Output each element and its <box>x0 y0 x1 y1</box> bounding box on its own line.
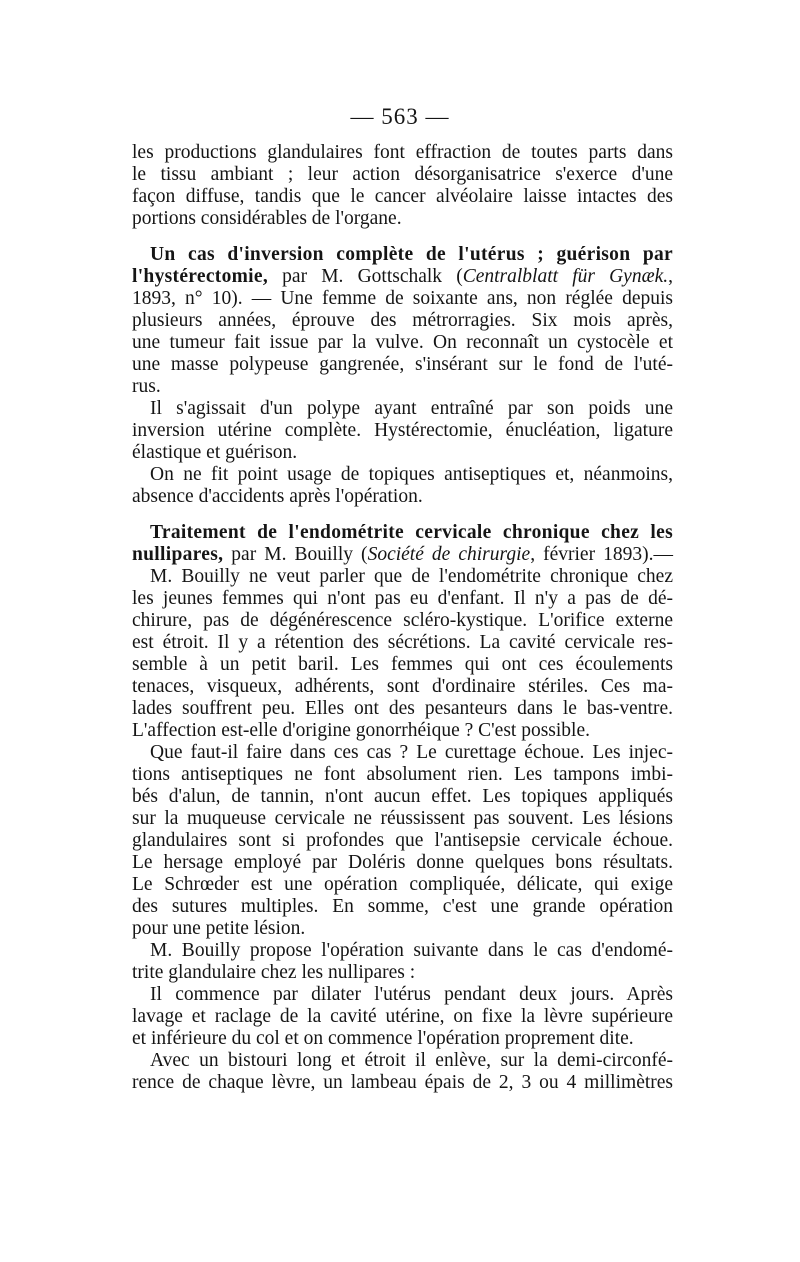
article-author: par M. Gottschalk ( <box>268 266 463 287</box>
text-line: pour une petite lésion. <box>132 918 306 939</box>
text-line: Il s'agissait d'un polype ayant entraîné par son poids une <box>150 398 673 419</box>
text-line: Il commence par dilater l'utérus pendant deux jours. Après <box>150 984 673 1005</box>
text-line: Avec un bistouri long et étroit il enlève, sur la demi-circonfé- <box>150 1050 673 1071</box>
article-title: Traitement de l'endométrite cervicale chronique chez les <box>150 522 673 543</box>
page-number: — 563 — <box>350 104 450 129</box>
article-author: par M. Bouilly ( <box>223 544 368 565</box>
text-line: semble à un petit baril. Les femmes qui ont ces écoulements <box>132 654 673 675</box>
text-line: les jeunes femmes qui n'ont pas eu d'enfant. Il n'y a pas de dé- <box>132 588 673 609</box>
text-line: les productions glandulaires font effraction de toutes parts dans <box>132 142 673 163</box>
text-line: portions considérables de l'organe. <box>132 208 402 229</box>
text-line: est étroit. Il y a rétention des sécrétions. La cavité cervicale res- <box>132 632 673 653</box>
text-line: absence d'accidents après l'opération. <box>132 486 423 507</box>
text-line: 1893, n° 10). — Une femme de soixante ans, non réglée depuis <box>132 288 673 309</box>
article-endometrite-cervicale <box>132 522 673 1094</box>
text-line: rence de chaque lèvre, un lambeau épais de 2, 3 ou 4 millimètres <box>132 1072 673 1093</box>
article-source: Centralblatt für Gynæk. <box>462 266 669 287</box>
text-line: sur la muqueuse cervicale ne réussissent pas souvent. Les lésions <box>132 808 673 829</box>
text-line: tions antiseptiques ne font absolument rien. Les tampons imbi- <box>132 764 673 785</box>
text-line: et inférieure du col et on commence l'opération proprement dite. <box>132 1028 634 1049</box>
article-source-end: , février 1893).— <box>530 544 673 565</box>
article-title-end: l'hystérectomie, <box>132 266 269 287</box>
page-body <box>132 142 673 1094</box>
text-line: M. Bouilly ne veut parler que de l'endométrite chronique chez <box>150 566 673 587</box>
section-gap <box>132 508 673 522</box>
intro-paragraph <box>132 142 673 230</box>
text-line: inversion utérine complète. Hystérectomie, énucléation, ligature <box>132 420 673 441</box>
article-source: Société de chirurgie <box>367 544 531 565</box>
text-line: glandulaires sont si profondes que l'antisepsie cervicale échoue. <box>132 830 673 851</box>
article-source-end: , <box>668 266 673 287</box>
text-line: trite glandulaire chez les nullipares : <box>132 962 416 983</box>
text-line: une tumeur fait issue par la vulve. On reconnaît un cystocèle et <box>132 332 673 353</box>
text-line: façon diffuse, tandis que le cancer alvéolaire laisse intactes des <box>132 186 673 207</box>
article-title-continued <box>132 266 673 288</box>
article-title: Un cas d'inversion complète de l'utérus ; guérison par <box>150 244 673 265</box>
article-title-end: nullipares, <box>132 544 224 565</box>
text-line: M. Bouilly propose l'opération suivante dans le cas d'endomé- <box>150 940 673 961</box>
text-line: Que faut-il faire dans ces cas ? Le curettage échoue. Les injec- <box>150 742 673 763</box>
text-line: bés d'alun, de tannin, n'ont aucun effet. Les topiques appliqués <box>132 786 673 807</box>
text-line: le tissu ambiant ; leur action désorganisatrice s'exerce d'une <box>132 164 673 185</box>
text-line: plusieurs années, éprouve des métrorragies. Six mois après, <box>132 310 673 331</box>
text-line: Le hersage employé par Doléris donne quelques bons résultats. <box>132 852 673 873</box>
text-line: rus. <box>132 376 161 397</box>
text-line: L'affection est-elle d'origine gonorrhéique ? C'est possible. <box>132 720 591 741</box>
text-line: lades souffrent peu. Elles ont des pesanteurs dans le bas-ventre. <box>132 698 673 719</box>
section-gap <box>132 230 673 244</box>
text-line: tenaces, visqueux, adhérents, sont d'ordinaire stériles. Ces ma- <box>132 676 673 697</box>
text-line: lavage et raclage de la cavité utérine, on fixe la lèvre supérieure <box>132 1006 673 1027</box>
text-line: une masse polypeuse gangrenée, s'insérant sur le fond de l'uté- <box>132 354 673 375</box>
text-line: On ne fit point usage de topiques antiseptiques et, néanmoins, <box>150 464 673 485</box>
text-line: élastique et guérison. <box>132 442 298 463</box>
article-inversion-uterus <box>132 244 673 508</box>
text-line: chirure, pas de dégénérescence scléro-kystique. L'orifice externe <box>132 610 673 631</box>
text-line: des sutures multiples. En somme, c'est une grande opération <box>132 896 673 917</box>
article-title-continued <box>132 544 673 566</box>
text-line: Le Schrœder est une opération compliquée, délicate, qui exige <box>132 874 673 895</box>
